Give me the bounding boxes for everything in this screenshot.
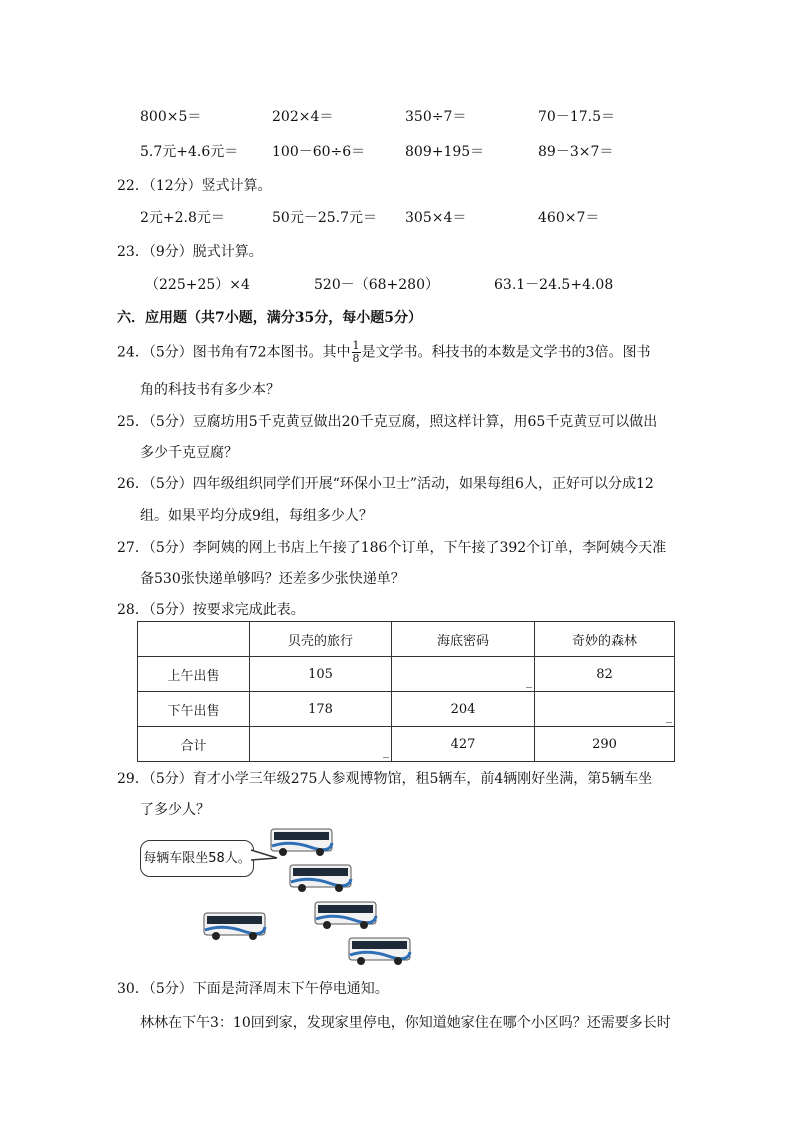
calc-item: （225+25）×4 <box>145 277 250 293</box>
question-text: 组。如果平均分成9组，每组多少人？ <box>140 508 373 524</box>
question-text: 备530张快递单够吗？还差多少张快递单？ <box>140 571 405 587</box>
section-heading: 六．应用题（共7小题，满分35分，每小题5分） <box>117 310 422 326</box>
calc-item: 63.1－24.5+4.08 <box>494 277 614 293</box>
sales-table <box>137 621 675 762</box>
table-cell: 204 <box>392 692 535 727</box>
blank-cell <box>535 692 675 727</box>
question-text: 多少千克豆腐？ <box>140 445 238 461</box>
table-cell: 178 <box>250 692 392 727</box>
row-label: 上午出售 <box>138 657 250 692</box>
calc-item: 5.7元+4.6元＝ <box>140 144 239 160</box>
question-text: 是文学书。科技书的本数是文学书的3倍。图书 <box>361 344 651 361</box>
question-title: 22．（12分）竖式计算。 <box>117 178 272 194</box>
table-cell: 290 <box>535 727 675 762</box>
calc-item: 50元－25.7元＝ <box>272 210 377 226</box>
row-label: 下午出售 <box>138 692 250 727</box>
calc-item: 460×7＝ <box>538 210 600 226</box>
table-row <box>138 657 675 692</box>
row-label: 合计 <box>138 727 250 762</box>
calc-item: 89－3×7＝ <box>538 144 614 160</box>
calc-item: 70－17.5＝ <box>538 109 615 125</box>
question-title: 28．（5分）按要求完成此表。 <box>117 602 305 618</box>
calc-item: 800×5＝ <box>140 109 202 125</box>
question-text: 林林在下午3：10回到家，发现家里停电，你知道她家住在哪个小区吗？还需要多长时 <box>140 1015 671 1031</box>
bus-icon <box>313 899 379 931</box>
question-text: 角的科技书有多少本？ <box>140 382 280 398</box>
table-cell: 105 <box>250 657 392 692</box>
calc-item: 809+195＝ <box>405 144 485 160</box>
fraction-numerator: 1 <box>352 339 360 352</box>
calc-item: 350÷7＝ <box>405 109 467 125</box>
blank-cell <box>250 727 392 762</box>
table-cell <box>138 622 250 657</box>
blank-mark: _ <box>526 674 532 688</box>
table-cell: 82 <box>535 657 675 692</box>
calc-item: 520－（68+280） <box>314 277 439 293</box>
question-title: 23．（9分）脱式计算。 <box>117 244 263 260</box>
calc-item: 202×4＝ <box>272 109 334 125</box>
table-row <box>138 692 675 727</box>
table-row <box>138 727 675 762</box>
bus-icon <box>288 862 354 894</box>
calc-item: 2元+2.8元＝ <box>140 210 225 226</box>
blank-cell <box>392 657 535 692</box>
question-text: 了多少人？ <box>140 802 210 818</box>
question-text: 30．（5分）下面是菏泽周末下午停电通知。 <box>117 981 389 997</box>
speech-bubble: 每辆车限坐58人。 <box>140 840 254 877</box>
blank-mark: _ <box>666 709 672 723</box>
table-header: 贝壳的旅行 <box>250 622 392 657</box>
fraction <box>352 340 361 365</box>
calc-item: 305×4＝ <box>405 210 467 226</box>
question-text: 25．（5分）豆腐坊用5千克黄豆做出20千克豆腐，照这样计算，用65千克黄豆可以做出 <box>117 414 658 430</box>
question-text: 27．（5分）李阿姨的网上书店上午接了186个订单，下午接了392个订单，李阿姨今天准 <box>117 540 667 556</box>
bus-icon <box>270 826 334 858</box>
question-text: 24．（5分）图书角有72本图书。其中 <box>117 344 351 361</box>
fraction-denominator: 8 <box>352 352 360 365</box>
blank-mark: _ <box>383 744 389 758</box>
calc-item: 100－60÷6＝ <box>272 144 366 160</box>
question-text: 26．（5分）四年级组织同学们开展“环保小卫士”活动，如果每组6人，正好可以分成12 <box>117 476 654 492</box>
bus-icon <box>347 935 413 967</box>
table-cell: 427 <box>392 727 535 762</box>
bus-icon <box>202 910 268 942</box>
table-header: 海底密码 <box>392 622 535 657</box>
table-header: 奇妙的森林 <box>535 622 675 657</box>
question-24 <box>117 340 650 365</box>
question-text: 29．（5分）育才小学三年级275人参观博物馆，租5辆车，前4辆刚好坐满，第5辆车坐 <box>117 771 653 787</box>
table-row <box>138 622 675 657</box>
